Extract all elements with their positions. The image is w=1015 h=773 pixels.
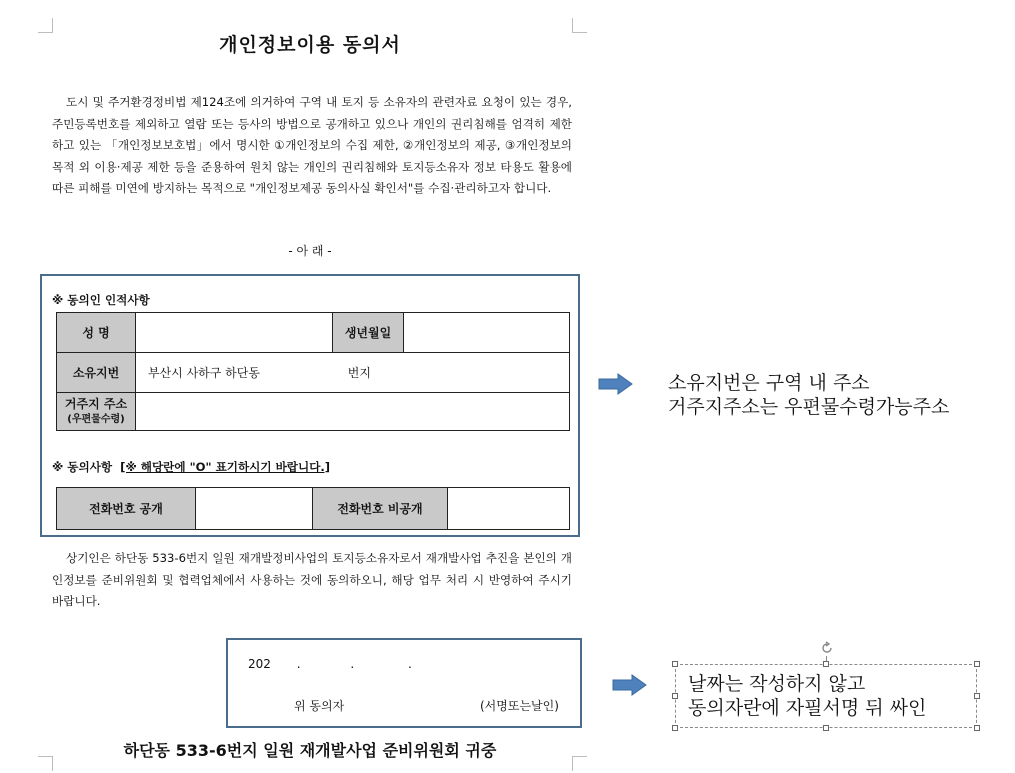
lot-address-prefix: 부산시 사하구 하단동 [148,366,260,380]
consent-table [56,487,570,530]
note-1-line-2: 거주지주소는 우편물수령가능주소 [668,396,950,418]
rotate-handle-icon[interactable] [819,640,835,656]
lot-address-suffix: 번지 [347,366,371,380]
consent-section-prefix: ※ 동의사항 [52,460,113,474]
address-sublabel: (우편물수령) [67,413,125,425]
right-arrow-icon [612,674,648,696]
closing-text: 상기인은 하단동 533-6번지 일원 재개발정비사업의 토지등소유자로서 재개발사업 추진을 본인의 개인정보를 준비위원회 및 협력업체에서 사용하는 것에 동의하오니, 해당 업무 처리 시 반영하여 주시기 바랍니다. [52,551,572,608]
annotation-note-2 [688,672,926,720]
date-line[interactable] [248,657,412,671]
intro-text: 도시 및 주거환경정비법 제124조에 의거하여 구역 내 토지 등 소유자의 관련자료 요청이 있는 경우, 주민등록번호를 제외하고 열람 또는 등사의 방법으로 공개하고 있으나 개인의 권리침해를 엄격히 제한하고 있는 「개인정보보호법」에서 명시한 ①개인정보의 수집 제한, ②개인정보의 제공, ③개인정보의 목적 외 이용·제공 제한 등을 준용하여 원치 않는 개인의 권리침해와 토지등소유자 정보 타용도 활용에 따른 피해를 미연에 방지하는 목적으로 "개인정보제공 동의사실 확인서"를 수집·관리하고자 합니다. [52,95,572,195]
consenter-info-table [56,312,570,431]
consenter-label: 위 동의자 [294,699,345,713]
date-separator-2: . [350,657,355,671]
date-separator-1: . [296,657,301,671]
lot-label: 소유지번 [57,353,136,393]
name-field[interactable] [136,313,333,353]
resize-handle[interactable] [974,661,980,667]
intro-paragraph [52,92,572,200]
resize-handle[interactable] [974,725,980,731]
note-1-line-1: 소유지번은 구역 내 주소 [668,372,870,394]
arae-heading: - 아 래 - [288,244,332,258]
resize-handle[interactable] [672,693,678,699]
document-title: 개인정보이용 동의서 [219,34,401,56]
birth-label: 생년월일 [333,313,404,353]
date-year: 202 [248,657,271,671]
resize-handle[interactable] [823,661,829,667]
phone-private-field[interactable] [448,488,570,530]
resize-handle[interactable] [672,661,678,667]
note-2-line-1: 날짜는 작성하지 않고 [688,673,866,695]
address-label-cell [57,393,136,431]
consenter-section-heading: ※ 동의인 인적사항 [52,293,150,307]
address-field[interactable] [136,393,570,431]
annotation-textbox[interactable] [675,664,977,728]
resize-handle[interactable] [974,693,980,699]
phone-private-label: 전화번호 비공개 [313,488,448,530]
consent-section-heading [52,459,330,475]
date-separator-3: . [408,657,412,671]
phone-public-field[interactable] [196,488,313,530]
phone-public-label: 전화번호 공개 [57,488,196,530]
birth-field[interactable] [404,313,570,353]
annotation-note-1 [668,371,949,419]
right-arrow-icon [598,373,634,395]
consent-section-note: [※ 해당란에 "O" 표기하시기 바랍니다.] [120,460,331,474]
signature-field[interactable]: (서명또는날인) [480,699,559,713]
lot-field[interactable] [136,353,570,393]
note-2-line-2: 동의자란에 자필서명 뒤 싸인 [688,697,927,719]
name-label: 성 명 [57,313,136,353]
document-footer: 하단동 533-6번지 일원 재개발사업 준비위원회 귀중 [123,741,497,760]
resize-handle[interactable] [823,725,829,731]
resize-handle[interactable] [672,725,678,731]
closing-paragraph [52,548,572,613]
address-label: 거주지 주소 [64,396,128,411]
signature-box [226,638,582,728]
consenter-info-box [40,274,580,537]
